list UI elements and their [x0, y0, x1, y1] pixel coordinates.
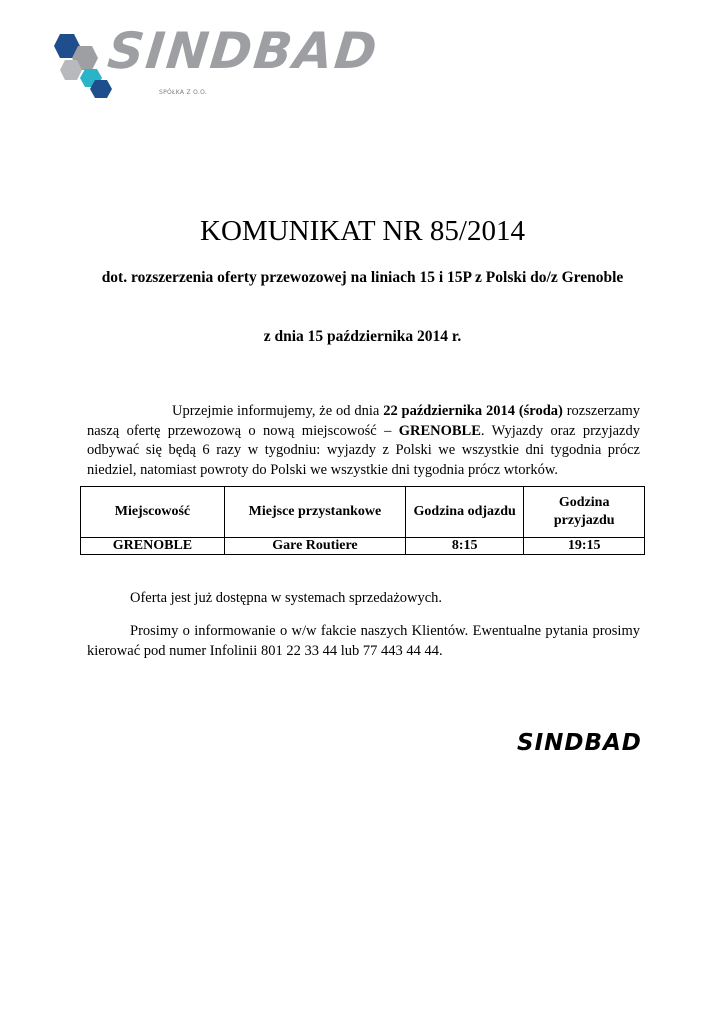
- logo-subtitle: SPÓŁKA Z O.O.: [159, 89, 208, 96]
- header-departure: Godzina odjazdu: [405, 487, 523, 538]
- start-date: 22 października 2014 (środa): [383, 403, 563, 419]
- intro-text-a: Uprzejmie informujemy, że od dnia: [172, 403, 384, 419]
- availability-paragraph: Oferta jest już dostępna w systemach sprzedażowych.: [130, 590, 443, 606]
- intro-text-c: . Wyjazdy oraz przyjazdy odbywać się będą 6 razy w tygodniu: wyjazdy z Polski we wszystkie dni tygodnia prócz niedziel, natomiast powroty do Polski we wszystkie dni tygodnia prócz wtorków.: [87, 422, 640, 478]
- destination-name: GRENOBLE: [398, 422, 481, 439]
- header-arrival: Godzina przyjazdu: [524, 487, 645, 538]
- table-header-row: [81, 487, 645, 538]
- cell-arrival: 19:15: [524, 538, 645, 555]
- cell-stop: Gare Routiere: [224, 538, 405, 555]
- signature-logo: SINDBAD: [517, 730, 642, 756]
- header-stop: Miejsce przystankowe: [224, 487, 405, 538]
- cell-departure: 8:15: [405, 538, 523, 555]
- table-row: [81, 538, 645, 555]
- company-logo: [44, 22, 382, 104]
- announcement-date: z dnia 15 października 2014 r.: [263, 328, 462, 345]
- header-city: Miejscowość: [81, 487, 225, 538]
- contact-paragraph: Prosimy o informowanie o w/w fakcie naszych Klientów. Ewentualne pytania prosimy kierować pod numer Infolinii 801 22 33 44 lub 77 443 44 44.: [87, 623, 640, 659]
- schedule-table: [80, 486, 645, 555]
- intro-paragraph: [87, 402, 640, 480]
- page-subtitle: dot. rozszerzenia oferty przewozowej na liniach 15 i 15P z Polski do/z Grenoble: [101, 269, 624, 286]
- intro-text-b: rozszerzamy naszą ofertę przewozową o nową miejscowość –: [87, 403, 640, 439]
- logo-wordmark: SINDBAD: [104, 22, 382, 80]
- cell-city: GRENOBLE: [81, 538, 225, 555]
- page-title: KOMUNIKAT NR 85/2014: [200, 215, 525, 247]
